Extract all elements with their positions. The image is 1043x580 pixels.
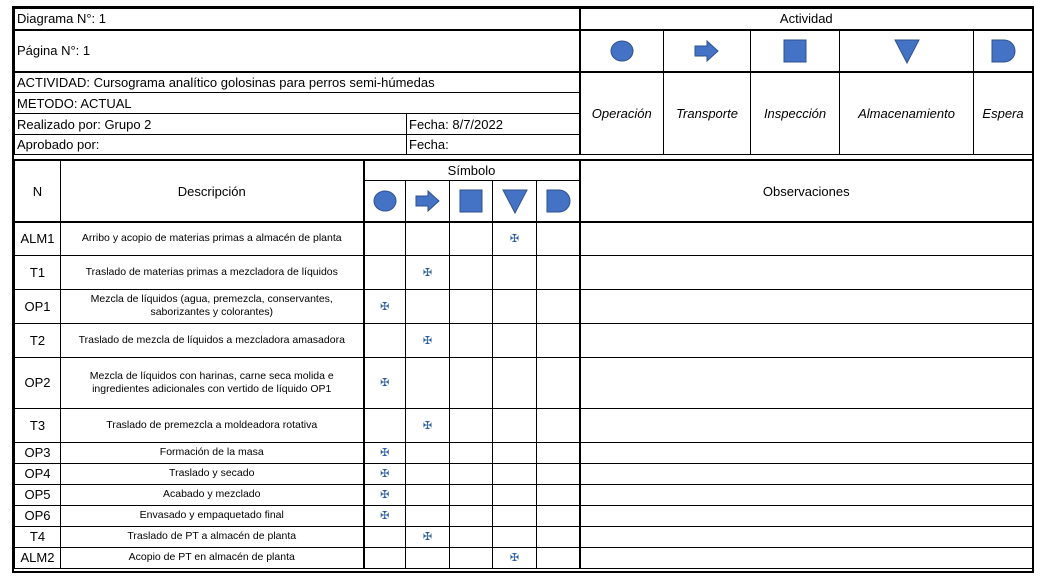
activity-description: ACTIVIDAD: Cursograma analítico golosinas para perros semi-húmedas — [15, 72, 580, 93]
symbol-cell — [450, 323, 493, 357]
label-inspection: Inspección — [751, 72, 840, 155]
approved-by: Aprobado por: — [15, 135, 407, 155]
operation-symbol-icon — [580, 30, 664, 72]
date-empty: Fecha: — [407, 135, 580, 155]
symbol-cell — [493, 255, 537, 289]
symbol-cell — [450, 505, 493, 526]
row-description: Acopio de PT en almacén de planta — [61, 547, 364, 568]
table-row — [15, 357, 1033, 408]
symbol-cell — [450, 357, 493, 408]
table-row — [15, 323, 1033, 357]
symbol-mark-icon: ✠ — [364, 289, 406, 323]
symbol-operation-icon — [364, 180, 406, 222]
symbol-cell — [537, 505, 580, 526]
col-description-header: Descripción — [61, 160, 364, 222]
symbol-mark-icon: ✠ — [364, 505, 406, 526]
row-description: Traslado de materias primas a mezcladora de líquidos — [61, 255, 364, 289]
symbol-transport-icon — [406, 180, 450, 222]
row-observation — [580, 505, 1033, 526]
symbol-mark-icon: ✠ — [406, 323, 450, 357]
method: METODO: ACTUAL — [15, 93, 580, 114]
symbol-cell — [450, 526, 493, 547]
symbol-cell — [537, 526, 580, 547]
table-row — [15, 442, 1033, 463]
table-row — [15, 289, 1033, 323]
activity-title: Actividad — [580, 9, 1033, 30]
table-row — [15, 505, 1033, 526]
row-number: OP1 — [15, 289, 61, 323]
symbol-mark-icon: ✠ — [406, 526, 450, 547]
symbol-mark-icon: ✠ — [406, 255, 450, 289]
table-row — [15, 547, 1033, 568]
symbol-cell — [406, 222, 450, 255]
symbol-cell — [450, 442, 493, 463]
page-number: Página N°: 1 — [15, 30, 580, 72]
symbol-cell — [493, 484, 537, 505]
row-number: T1 — [15, 255, 61, 289]
row-description: Formación de la masa — [61, 442, 364, 463]
symbol-cell — [364, 526, 406, 547]
row-number: OP5 — [15, 484, 61, 505]
process-chart-sheet — [12, 6, 1034, 573]
symbol-cell — [406, 289, 450, 323]
symbol-cell — [406, 463, 450, 484]
symbol-cell — [537, 289, 580, 323]
symbol-cell — [537, 255, 580, 289]
symbol-cell — [537, 484, 580, 505]
transport-symbol-icon — [664, 30, 751, 72]
delay-symbol-icon — [974, 30, 1033, 72]
label-delay: Espera — [974, 72, 1033, 155]
symbol-cell — [537, 547, 580, 568]
symbol-cell — [406, 357, 450, 408]
symbol-cell — [364, 255, 406, 289]
label-storage: Almacenamiento — [840, 72, 974, 155]
row-observation — [580, 526, 1033, 547]
symbol-cell — [406, 505, 450, 526]
row-description: Traslado de premezcla a moldeadora rotativa — [61, 408, 364, 442]
col-n-header: N — [15, 160, 61, 222]
table-row — [15, 463, 1033, 484]
row-description: Mezcla de líquidos con harinas, carne seca molida e ingredientes adicionales con vertido de líquido OP1 — [61, 357, 364, 408]
row-number: ALM1 — [15, 222, 61, 255]
symbol-cell — [450, 255, 493, 289]
row-observation — [580, 408, 1033, 442]
symbol-cell — [450, 289, 493, 323]
row-number: T3 — [15, 408, 61, 442]
symbol-cell — [537, 442, 580, 463]
diagram-number: Diagrama N°: 1 — [15, 9, 580, 30]
table-row — [15, 255, 1033, 289]
row-number: OP6 — [15, 505, 61, 526]
col-symbol-header: Símbolo — [364, 160, 580, 180]
symbol-cell — [406, 547, 450, 568]
table-row — [15, 526, 1033, 547]
symbol-mark-icon: ✠ — [364, 463, 406, 484]
row-observation — [580, 357, 1033, 408]
symbol-cell — [406, 484, 450, 505]
symbol-cell — [493, 442, 537, 463]
row-description: Acabado y mezclado — [61, 484, 364, 505]
process-table — [14, 159, 1033, 569]
symbol-mark-icon: ✠ — [364, 442, 406, 463]
row-observation — [580, 442, 1033, 463]
symbol-cell — [450, 463, 493, 484]
symbol-storage-icon — [493, 180, 537, 222]
row-observation — [580, 222, 1033, 255]
symbol-cell — [537, 408, 580, 442]
symbol-cell — [493, 463, 537, 484]
row-observation — [580, 289, 1033, 323]
date: Fecha: 8/7/2022 — [407, 114, 580, 135]
symbol-cell — [493, 289, 537, 323]
row-description: Traslado de mezcla de líquidos a mezcladora amasadora — [61, 323, 364, 357]
inspection-symbol-icon — [751, 30, 840, 72]
table-row — [15, 484, 1033, 505]
table-row — [15, 222, 1033, 255]
table-row — [15, 408, 1033, 442]
made-by: Realizado por: Grupo 2 — [15, 114, 407, 135]
row-description: Traslado y secado — [61, 463, 364, 484]
symbol-cell — [364, 547, 406, 568]
header-table — [14, 8, 1033, 155]
symbol-mark-icon: ✠ — [364, 357, 406, 408]
row-number: T2 — [15, 323, 61, 357]
label-operation: Operación — [580, 72, 664, 155]
symbol-cell — [493, 323, 537, 357]
symbol-cell — [537, 323, 580, 357]
symbol-cell — [537, 222, 580, 255]
symbol-cell — [364, 408, 406, 442]
symbol-cell — [493, 526, 537, 547]
symbol-cell — [450, 547, 493, 568]
symbol-cell — [364, 323, 406, 357]
row-number: T4 — [15, 526, 61, 547]
label-transport: Transporte — [664, 72, 751, 155]
symbol-delay-icon — [537, 180, 580, 222]
row-observation — [580, 255, 1033, 289]
row-observation — [580, 547, 1033, 568]
symbol-cell — [450, 222, 493, 255]
row-description: Traslado de PT a almacén de planta — [61, 526, 364, 547]
symbol-cell — [537, 357, 580, 408]
symbol-mark-icon: ✠ — [364, 484, 406, 505]
symbol-cell — [450, 408, 493, 442]
symbol-cell — [406, 442, 450, 463]
symbol-inspection-icon — [450, 180, 493, 222]
row-number: ALM2 — [15, 547, 61, 568]
row-observation — [580, 484, 1033, 505]
symbol-mark-icon: ✠ — [493, 547, 537, 568]
symbol-cell — [493, 505, 537, 526]
row-number: OP2 — [15, 357, 61, 408]
col-observations-header: Observaciones — [580, 160, 1033, 222]
symbol-cell — [493, 408, 537, 442]
row-observation — [580, 323, 1033, 357]
row-description: Arribo y acopio de materias primas a almacén de planta — [61, 222, 364, 255]
symbol-cell — [537, 463, 580, 484]
row-observation — [580, 463, 1033, 484]
symbol-mark-icon: ✠ — [406, 408, 450, 442]
symbol-mark-icon: ✠ — [493, 222, 537, 255]
row-description: Mezcla de líquidos (agua, premezcla, conservantes, saborizantes y colorantes) — [61, 289, 364, 323]
storage-symbol-icon — [840, 30, 974, 72]
row-number: OP3 — [15, 442, 61, 463]
symbol-cell — [450, 484, 493, 505]
symbol-cell — [493, 357, 537, 408]
row-description: Envasado y empaquetado final — [61, 505, 364, 526]
row-number: OP4 — [15, 463, 61, 484]
symbol-cell — [364, 222, 406, 255]
